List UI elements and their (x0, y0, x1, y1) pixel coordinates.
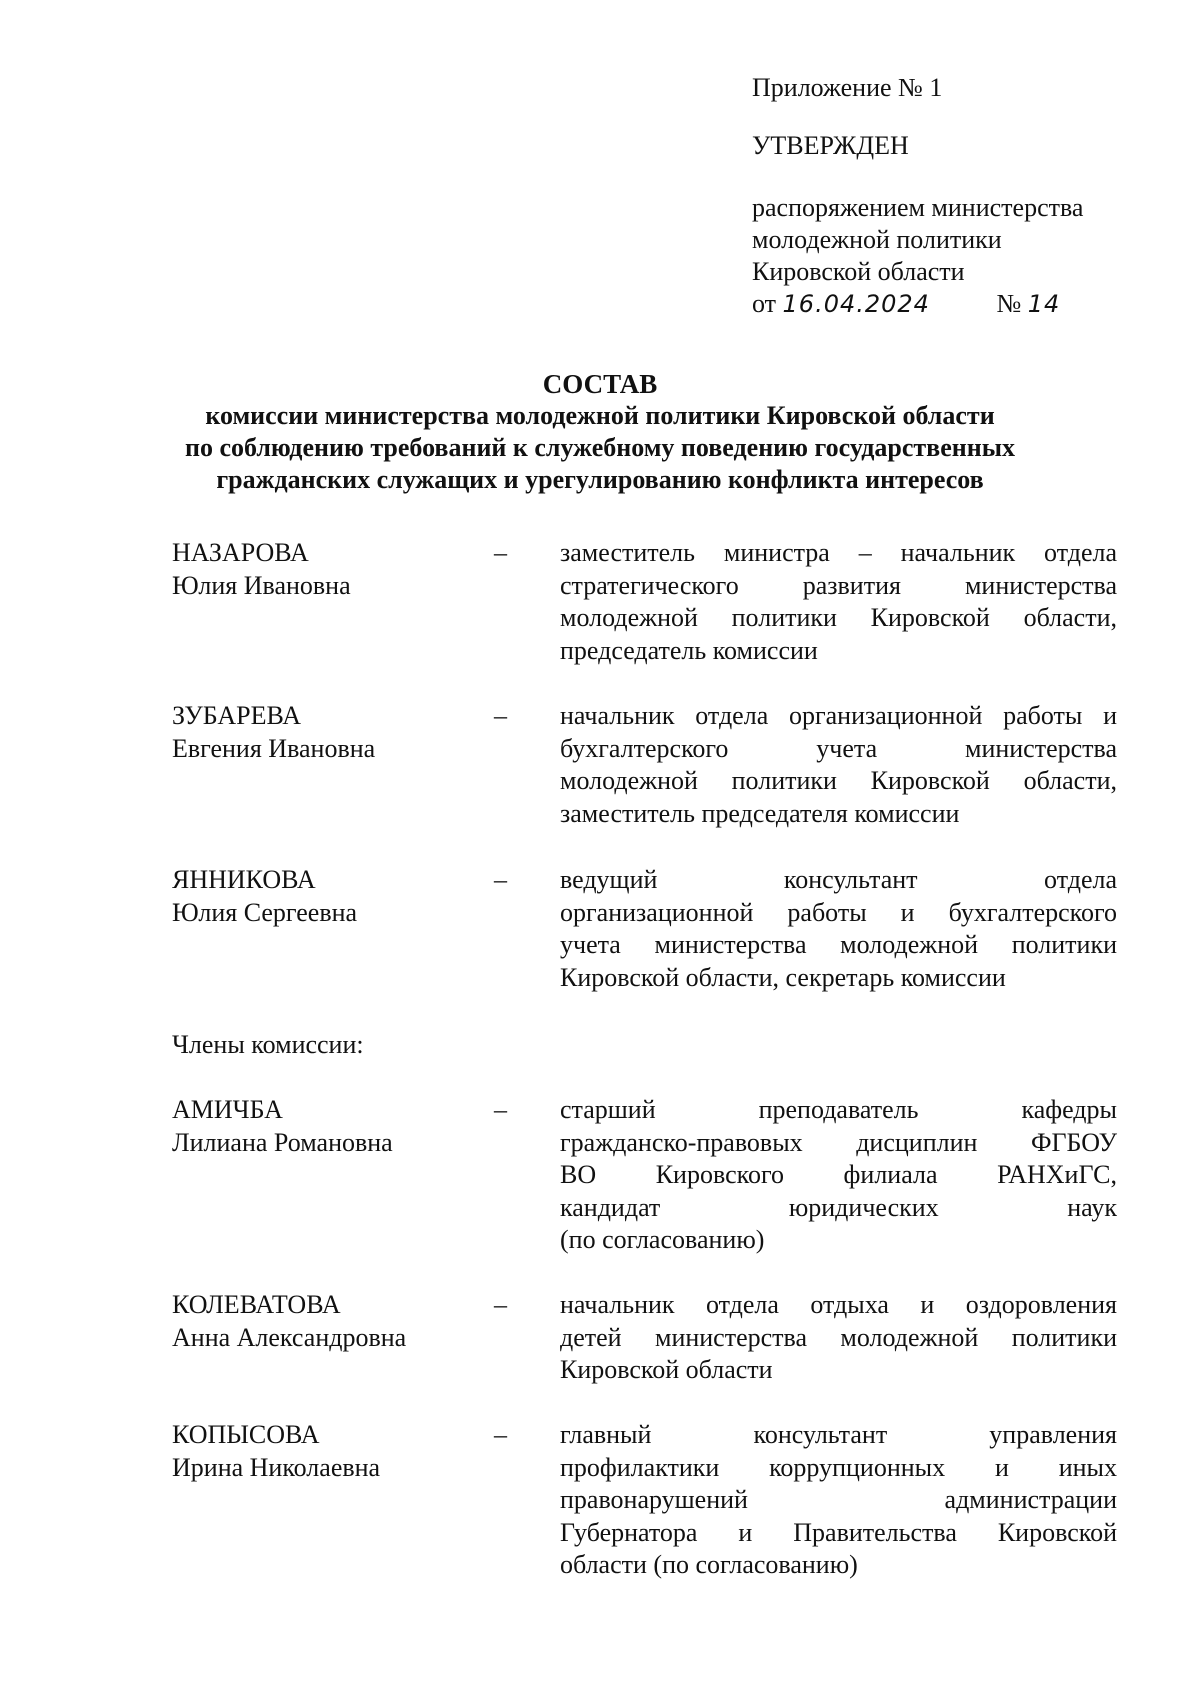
list-item (172, 537, 1117, 700)
order-date-row (752, 288, 1152, 320)
person-given-name: Юлия Ивановна (172, 570, 351, 600)
list-item (172, 1289, 1117, 1419)
position-line: молодежной политики Кировской области, (560, 766, 1117, 795)
person-given-name: Евгения Ивановна (172, 733, 376, 763)
position-line: начальник отдела организационной работы и (560, 701, 1117, 730)
approved-label: УТВЕРЖДЕН (752, 131, 909, 160)
title-main: СОСТАВ (542, 369, 658, 399)
position-line: детей министерства молодежной политики (560, 1322, 1117, 1352)
document-title (100, 368, 1100, 496)
position-line: области (по согласованию) (560, 1550, 858, 1579)
person-position (560, 700, 1117, 830)
appendix-label: Приложение № 1 (752, 73, 943, 102)
members-heading: Члены комиссии: (172, 1030, 364, 1059)
position-line: заместитель министра – начальник отдела (560, 538, 1117, 567)
person-name (172, 1289, 494, 1354)
person-name (172, 1419, 494, 1484)
person-surname: КОЛЕВАТОВА (172, 1290, 341, 1319)
person-given-name: Ирина Николаевна (172, 1452, 381, 1482)
position-line: гражданско-правовых дисциплин ФГБОУ (560, 1127, 1117, 1157)
position-line: председатель комиссии (560, 635, 818, 665)
position-line: Губернатора и Правительства Кировской (560, 1517, 1117, 1547)
position-line: профилактики коррупционных и иных (560, 1452, 1117, 1482)
person-position (560, 1094, 1117, 1257)
list-item (172, 1419, 1117, 1582)
order-line-3: Кировской области (752, 257, 965, 286)
position-line: Кировской области (560, 1355, 773, 1384)
title-line-3: гражданских служащих и урегулированию конфликта интересов (216, 465, 984, 494)
position-line: молодежной политики Кировской области, (560, 603, 1117, 632)
person-position (560, 1289, 1117, 1387)
handwritten-date: 16.04.2024 (782, 290, 930, 318)
order-line-2: молодежной политики (752, 225, 1002, 254)
person-surname: ЯННИКОВА (172, 865, 316, 894)
dash-separator: – (494, 865, 507, 894)
dash-separator: – (494, 538, 507, 567)
person-given-name: Лилиана Романовна (172, 1127, 393, 1157)
person-surname: ЗУБАРЕВА (172, 701, 301, 730)
person-name (172, 700, 494, 765)
position-line: заместитель председателя комиссии (560, 798, 960, 828)
number-prefix: № (996, 289, 1022, 318)
person-surname: НАЗАРОВА (172, 538, 309, 567)
person-given-name: Юлия Сергеевна (172, 897, 358, 927)
dash-separator: – (494, 1290, 507, 1319)
position-line: ведущий консультант отдела (560, 865, 1117, 894)
position-line: бухгалтерского учета министерства (560, 733, 1117, 763)
position-line: стратегического развития министерства (560, 570, 1117, 600)
list-item (172, 700, 1117, 864)
dash-separator: – (494, 1420, 507, 1449)
person-name (172, 537, 494, 602)
person-given-name: Анна Александровна (172, 1322, 407, 1352)
title-line-1: комиссии министерства молодежной политики Кировской области (205, 401, 995, 430)
person-position (560, 1419, 1117, 1582)
approval-stamp-block (752, 72, 1152, 320)
date-prefix: от (752, 289, 777, 318)
list-item (172, 1094, 1117, 1289)
person-position (560, 864, 1117, 994)
person-name (172, 1094, 494, 1159)
position-line: ВО Кировского филиала РАНХиГС, (560, 1160, 1117, 1189)
dash-separator: – (494, 1095, 507, 1124)
person-surname: АМИЧБА (172, 1095, 283, 1124)
position-line: Кировской области, секретарь комиссии (560, 962, 1006, 992)
person-name (172, 864, 494, 929)
handwritten-number: 14 (1027, 290, 1061, 318)
position-line: начальник отдела отдыха и оздоровления (560, 1290, 1117, 1319)
position-line: (по согласованию) (560, 1225, 765, 1254)
position-line: старший преподаватель кафедры (560, 1095, 1117, 1124)
person-surname: КОПЫСОВА (172, 1420, 320, 1449)
person-position (560, 537, 1117, 667)
commission-list (172, 537, 1117, 1582)
order-line-1: распоряжением министерства (752, 193, 1084, 222)
list-item (172, 864, 1117, 1029)
position-line: организационной работы и бухгалтерского (560, 897, 1117, 927)
position-line: учета министерства молодежной политики (560, 930, 1117, 959)
position-line: кандидат юридических наук (560, 1192, 1117, 1222)
title-line-2: по соблюдению требований к служебному поведению государственных (184, 433, 1016, 462)
position-line: правонарушений администрации (560, 1485, 1117, 1514)
position-line: главный консультант управления (560, 1420, 1117, 1449)
dash-separator: – (494, 701, 507, 730)
